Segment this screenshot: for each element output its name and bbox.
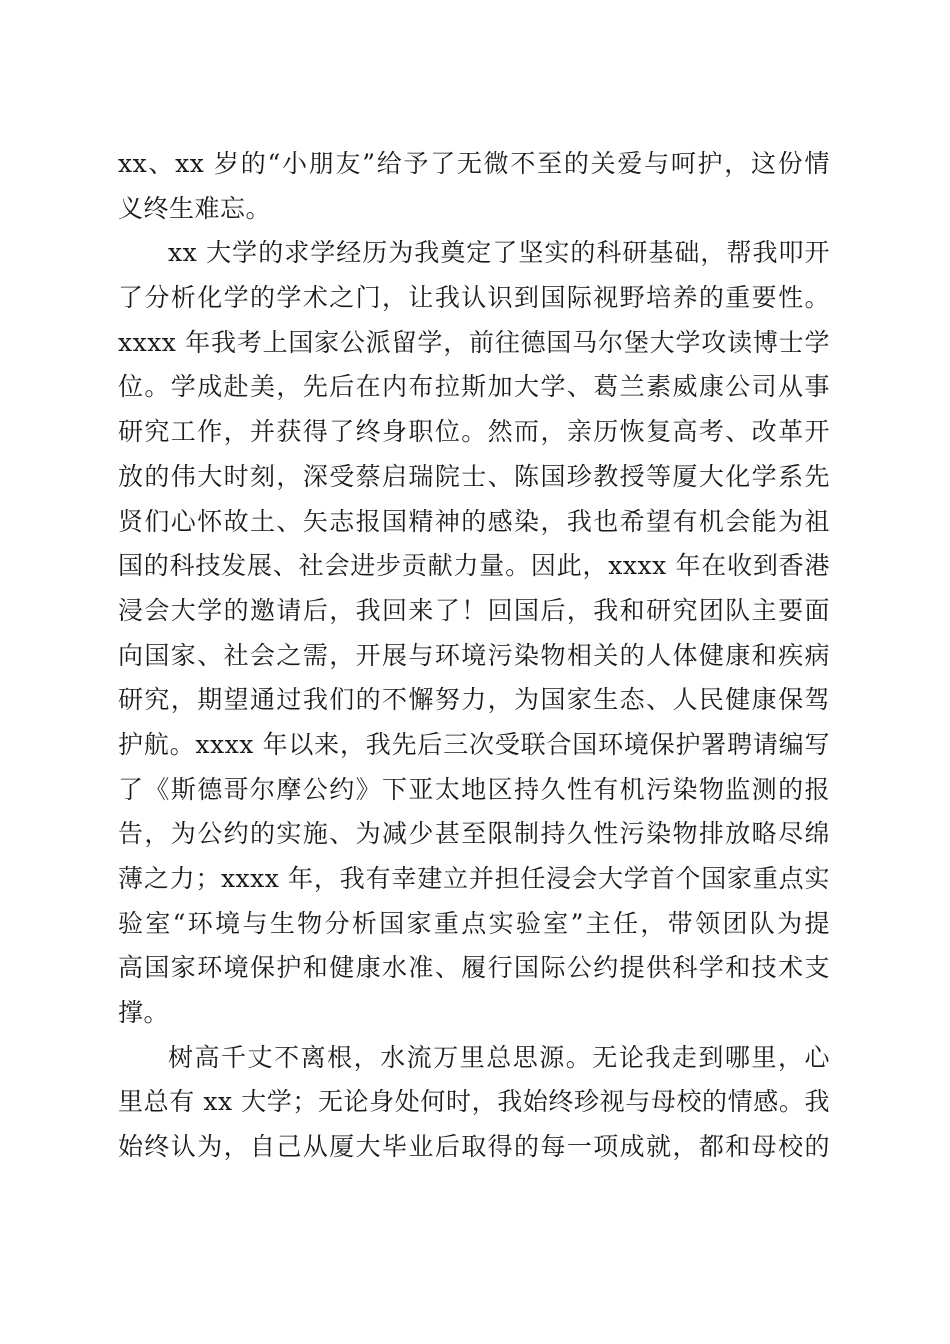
text-line: 研究，期望通过我们的不懈努力，为国家生态、人民健康保驾 xyxy=(118,685,830,715)
text-line: 里总有 xx 大学；无论身处何时，我始终珍视与母校的情感。我 xyxy=(118,1087,830,1117)
text-line: 国的科技发展、社会进步贡献力量。因此，xxxx 年在收到香港 xyxy=(118,551,830,581)
body-text xyxy=(118,142,830,1170)
text-line: 放的伟大时刻，深受蔡启瑞院士、陈国珍教授等厦大化学系先 xyxy=(118,461,830,491)
text-line: 了分析化学的学术之门，让我认识到国际视野培养的重要性。 xyxy=(118,283,830,313)
text-line: xx 大学的求学经历为我奠定了坚实的科研基础，帮我叩开 xyxy=(168,238,830,268)
text-line: 树高千丈不离根，水流万里总思源。无论我走到哪里，心 xyxy=(168,1042,830,1072)
text-line: 了《斯德哥尔摩公约》下亚太地区持久性有机污染物监测的报 xyxy=(118,774,830,804)
text-line: 贤们心怀故土、矢志报国精神的感染，我也希望有机会能为祖 xyxy=(118,506,830,536)
text-line: xxxx 年我考上国家公派留学，前往德国马尔堡大学攻读博士学 xyxy=(118,327,830,357)
text-line: xx、xx 岁的“小朋友”给予了无微不至的关爱与呵护，这份情 xyxy=(118,149,830,178)
text-line: 研究工作，并获得了终身职位。然而，亲历恢复高考、改革开 xyxy=(118,417,830,447)
text-line: 始终认为，自己从厦大毕业后取得的每一项成就，都和母校的 xyxy=(118,1132,830,1162)
text-line: 验室“环境与生物分析国家重点实验室”主任，带领团队为提 xyxy=(118,908,830,938)
text-line: 向国家、社会之需，开展与环境污染物相关的人体健康和疾病 xyxy=(118,640,830,670)
text-line: 护航。xxxx 年以来，我先后三次受联合国环境保护署聘请编写 xyxy=(118,729,830,759)
text-line: 高国家环境保护和健康水准、履行国际公约提供科学和技术支 xyxy=(118,953,830,983)
text-line: 撑。 xyxy=(118,998,170,1028)
text-line: 浸会大学的邀请后，我回来了！回国后，我和研究团队主要面 xyxy=(118,595,830,625)
text-line: 义终生难忘。 xyxy=(118,193,272,223)
text-line: 薄之力；xxxx 年，我有幸建立并担任浸会大学首个国家重点实 xyxy=(118,864,830,893)
text-line: 位。学成赴美，先后在内布拉斯加大学、葛兰素威康公司从事 xyxy=(118,372,830,402)
text-line: 告，为公约的实施、为减少甚至限制持久性污染物排放略尽绵 xyxy=(118,819,830,849)
